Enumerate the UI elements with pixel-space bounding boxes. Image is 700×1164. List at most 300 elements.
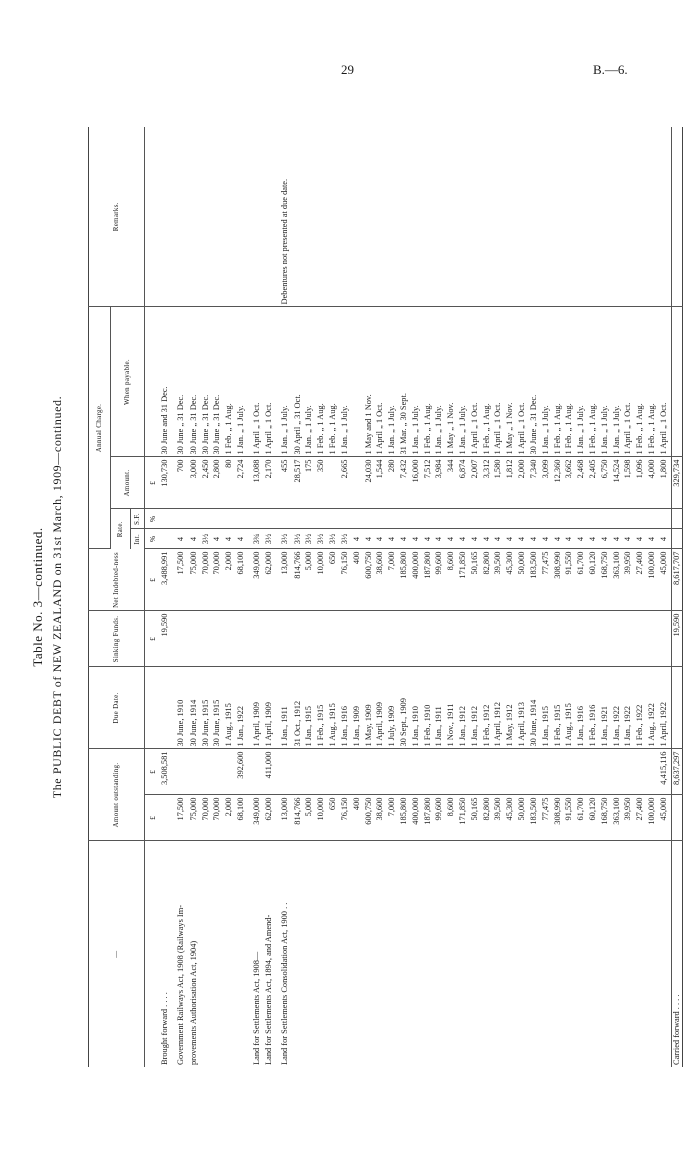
annual-amount-cell: 2,007 [470, 457, 482, 509]
when-payable-cell: 1 Jan. „ 1 July. [541, 307, 553, 457]
sinking-funds-cell [647, 611, 659, 667]
table-row [304, 127, 316, 1067]
sinking-funds-cell [236, 611, 248, 667]
net-indebtedness-cell: 814,766 [293, 549, 305, 611]
table-row [352, 127, 364, 1067]
net-indebtedness-cell: 91,550 [564, 549, 576, 611]
sinking-fund-rate-cell [576, 509, 588, 529]
loan-label [493, 841, 505, 1067]
group-subtotal-cell [482, 749, 494, 795]
sinking-fund-rate-cell [364, 509, 376, 529]
group-subtotal-cell [248, 749, 265, 795]
amount-outstanding-cell: 5,000 [304, 795, 316, 841]
sinking-funds-cell [564, 611, 576, 667]
loan-label [212, 841, 224, 1067]
sinking-funds-cell [340, 611, 352, 667]
loan-label [612, 841, 624, 1067]
interest-rate-cell: 4 [505, 529, 517, 549]
amount-outstanding-cell: 27,400 [635, 795, 647, 841]
sinking-fund-rate-cell [189, 509, 201, 529]
loan-label [399, 841, 411, 1067]
annual-amount-cell: 3,000 [189, 457, 201, 509]
interest-rate-cell: 4 [375, 529, 387, 549]
due-date-cell: 1 April, 1909 [375, 667, 387, 749]
group-subtotal-cell [576, 749, 588, 795]
sinking-fund-rate-cell [541, 509, 553, 529]
group-subtotal-cell: 411,000 [264, 749, 276, 795]
when-payable-cell: 1 May and 1 Nov. [364, 307, 376, 457]
annual-amount-cell: 80 [224, 457, 236, 509]
interest-rate-cell: 4 [212, 529, 224, 549]
sinking-fund-rate-cell [553, 509, 565, 529]
amount-outstanding-cell: 13,000 [276, 795, 293, 841]
interest-rate-cell: 4 [576, 529, 588, 549]
interest-rate-cell: 3½ [293, 529, 305, 549]
table-body [145, 127, 672, 1067]
sinking-fund-rate-cell [635, 509, 647, 529]
sinking-funds-cell [304, 611, 316, 667]
sinking-fund-rate-cell [304, 509, 316, 529]
due-date-cell: 1 April, 1922 [659, 667, 672, 749]
table-row [248, 127, 265, 1067]
interest-rate-cell: 3½ [276, 529, 293, 549]
sinking-fund-rate-cell [236, 509, 248, 529]
remarks-cell [364, 127, 376, 307]
due-date-cell: 1 Jan., 1922 [612, 667, 624, 749]
annual-amount-cell: 6,750 [600, 457, 612, 509]
table-row [576, 127, 588, 1067]
net-indebtedness-cell: 400 [352, 549, 364, 611]
table-row [316, 127, 328, 1067]
interest-rate-cell: 3½ [201, 529, 213, 549]
table-row [470, 127, 482, 1067]
loan-label: Land for Settlements Act, 1894, and Amend- [264, 914, 274, 1065]
when-payable-cell: 1 April „ 1 Oct. [623, 307, 635, 457]
annual-amount-cell: 12,360 [553, 457, 565, 509]
sinking-fund-rate-cell [328, 509, 340, 529]
due-date-cell: 1 Jan., 1912 [470, 667, 482, 749]
sinking-funds-cell [623, 611, 635, 667]
amount-outstanding-cell: 39,500 [493, 795, 505, 841]
sinking-funds-cell [364, 611, 376, 667]
table-row [553, 127, 565, 1067]
sinking-funds-cell [505, 611, 517, 667]
sinking-fund-rate-cell [201, 509, 213, 529]
when-payable-cell: 1 April „ 1 Oct. [264, 307, 276, 457]
amount-outstanding-cell: 45,000 [659, 795, 672, 841]
amount-outstanding-cell: 68,100 [236, 795, 248, 841]
sinking-funds-cell [423, 611, 435, 667]
sf-header: S.F. [131, 509, 145, 529]
group-subtotal-cell [505, 749, 517, 795]
table-row [529, 127, 541, 1067]
amount-outstanding-cell: 60,120 [588, 795, 600, 841]
sinking-fund-rate-cell [224, 509, 236, 529]
group-subtotal-cell [364, 749, 376, 795]
when-payable-cell: 1 Jan. „ 1 July. [600, 307, 612, 457]
remarks-cell [423, 127, 435, 307]
sinking-funds-cell [276, 611, 293, 667]
sinking-funds-cell [264, 611, 276, 667]
loan-label [576, 841, 588, 1067]
sinking-fund-rate-cell [375, 509, 387, 529]
unit-percent: % [145, 529, 161, 549]
annual-amount-cell: 455 [276, 457, 293, 509]
unit-pound: £ [145, 549, 161, 611]
sinking-funds-cell [470, 611, 482, 667]
remarks-cell [236, 127, 248, 307]
group-subtotal-cell [517, 749, 529, 795]
loan-label [623, 841, 635, 1067]
when-payable-cell: 1 April „ 1 Oct. [517, 307, 529, 457]
remarks-cell [553, 127, 565, 307]
amount-header: Amount. [111, 457, 145, 509]
group-subtotal-cell [446, 749, 458, 795]
amount-outstanding-cell: 70,000 [212, 795, 224, 841]
table-row [659, 127, 672, 1067]
table-row [264, 127, 276, 1067]
loan-label [236, 841, 248, 1067]
interest-rate-cell: 3½ [316, 529, 328, 549]
table-row [612, 127, 624, 1067]
table-row [564, 127, 576, 1067]
annual-amount-cell: 2,665 [340, 457, 352, 509]
sinking-fund-rate-cell [493, 509, 505, 529]
amount-outstanding-cell: 45,300 [505, 795, 517, 841]
amount-outstanding-cell: 39,950 [623, 795, 635, 841]
amount-outstanding-cell: 50,000 [517, 795, 529, 841]
due-date-cell: 1 Aug., 1915 [328, 667, 340, 749]
due-date-cell: 1 Jan., 1916 [576, 667, 588, 749]
sinking-funds-cell [529, 611, 541, 667]
sinking-funds-cell [224, 611, 236, 667]
sinking-fund-rate-cell [316, 509, 328, 529]
carried-forward-sinking: 19,590 [671, 611, 682, 667]
public-debt-table [88, 127, 683, 1067]
when-payable-cell: 30 June „ 31 Dec. [189, 307, 201, 457]
group-subtotal-cell [541, 749, 553, 795]
table-subtitle: The PUBLIC DEBT of NEW ZEALAND on 31st March, 1909—continued. [50, 395, 64, 799]
remarks-cell [612, 127, 624, 307]
when-payable-cell: 1 Feb. „ 1 Aug. [635, 307, 647, 457]
int-header: Int. [131, 529, 145, 549]
unit-row [145, 127, 161, 1067]
loan-label [304, 841, 316, 1067]
interest-rate-cell [160, 529, 172, 549]
sinking-fund-rate-cell [647, 509, 659, 529]
amount-outstanding-cell: 363,100 [612, 795, 624, 841]
interest-rate-cell: 4 [541, 529, 553, 549]
group-subtotal-cell [340, 749, 352, 795]
table-row [375, 127, 387, 1067]
amount-outstanding-cell: 185,800 [399, 795, 411, 841]
interest-rate-cell: 4 [172, 529, 189, 549]
sinking-fund-rate-cell [387, 509, 399, 529]
remarks-cell [517, 127, 529, 307]
interest-rate-cell: 4 [364, 529, 376, 549]
net-indebtedness-cell: 70,000 [201, 549, 213, 611]
interest-rate-cell: 4 [352, 529, 364, 549]
table-row [172, 127, 189, 1067]
amount-outstanding-cell: 8,600 [446, 795, 458, 841]
sinking-fund-rate-cell [470, 509, 482, 529]
interest-rate-cell: 4 [399, 529, 411, 549]
remarks-cell [340, 127, 352, 307]
sinking-fund-rate-cell [529, 509, 541, 529]
net-indebtedness-cell: 5,000 [304, 549, 316, 611]
page-number: 29 [341, 62, 354, 77]
group-subtotal-cell: 3,508,581 [160, 749, 172, 795]
group-subtotal-cell [304, 749, 316, 795]
annual-amount-cell: 2,800 [212, 457, 224, 509]
annual-amount-cell: 1,096 [635, 457, 647, 509]
due-date-cell: 1 Jan., 1922 [623, 667, 635, 749]
sinking-fund-rate-cell [564, 509, 576, 529]
annual-amount-cell: 344 [446, 457, 458, 509]
sinking-fund-rate-cell [212, 509, 224, 529]
due-date-cell: 1 May, 1912 [505, 667, 517, 749]
loan-label [482, 841, 494, 1067]
loan-label [423, 841, 435, 1067]
remarks-cell [600, 127, 612, 307]
loan-label [411, 841, 423, 1067]
amount-outstanding-cell: 62,000 [264, 795, 276, 841]
group-subtotal-cell [600, 749, 612, 795]
due-date-cell: 1 Jan., 1910 [411, 667, 423, 749]
loan-label: Land for Settlements Act, 1908— [251, 951, 261, 1065]
interest-rate-cell: 3½ [304, 529, 316, 549]
due-date-cell: 1 April, 1913 [517, 667, 529, 749]
group-subtotal-cell [316, 749, 328, 795]
remarks-cell: Debentures not presented at due date. [276, 127, 293, 307]
net-indebtedness-cell: 185,800 [399, 549, 411, 611]
net-indebtedness-cell: 62,000 [264, 549, 276, 611]
annual-amount-cell: 2,450 [201, 457, 213, 509]
sinking-funds-cell [352, 611, 364, 667]
sinking-fund-rate-cell [458, 509, 470, 529]
due-date-cell: 1 Jan., 1921 [600, 667, 612, 749]
sinking-funds-cell [316, 611, 328, 667]
sinking-fund-rate-cell [505, 509, 517, 529]
annual-amount-cell: 2,405 [588, 457, 600, 509]
table-row [458, 127, 470, 1067]
due-date-cell: 1 Jan., 1911 [434, 667, 446, 749]
sinking-funds-cell [576, 611, 588, 667]
sinking-funds-cell [541, 611, 553, 667]
sinking-fund-rate-cell [482, 509, 494, 529]
group-subtotal-cell [224, 749, 236, 795]
remarks-cell [387, 127, 399, 307]
loan-label [659, 841, 672, 1067]
remarks-cell [316, 127, 328, 307]
interest-rate-cell: 4 [588, 529, 600, 549]
carried-forward-annual: 329,734 [671, 457, 682, 509]
net-indebtedness-cell: 2,000 [224, 549, 236, 611]
unit-percent: % [145, 509, 161, 529]
sinking-fund-rate-cell [248, 509, 265, 529]
amount-outstanding-header: Amount outstanding. [89, 749, 145, 841]
interest-rate-cell: 4 [635, 529, 647, 549]
loan-label [517, 841, 529, 1067]
when-payable-cell: 31 Mar. „ 30 Sept. [399, 307, 411, 457]
interest-rate-cell: 4 [529, 529, 541, 549]
annual-amount-cell: 28,517 [293, 457, 305, 509]
table-row [212, 127, 224, 1067]
net-indebtedness-cell: 45,000 [659, 549, 672, 611]
loan-label: Land for Settlements Consolidation Act, 1900 . . [280, 902, 290, 1065]
remarks-cell [529, 127, 541, 307]
interest-rate-cell: 4 [470, 529, 482, 549]
when-payable-cell: 1 Feb. „ 1 Aug. [423, 307, 435, 457]
table-row [340, 127, 352, 1067]
annual-amount-cell: 1,598 [623, 457, 635, 509]
interest-rate-cell: 4 [493, 529, 505, 549]
group-subtotal-cell [635, 749, 647, 795]
when-payable-cell: 1 Jan. „ 1 July. [387, 307, 399, 457]
loan-label [224, 841, 236, 1067]
table-row [293, 127, 305, 1067]
sinking-funds-cell [248, 611, 265, 667]
loan-label [340, 841, 352, 1067]
loan-label [564, 841, 576, 1067]
annual-amount-cell: 13,088 [248, 457, 265, 509]
table-row [482, 127, 494, 1067]
due-date-cell: 1 Jan., 1916 [340, 667, 352, 749]
unit-pound: £ [145, 457, 161, 509]
sinking-fund-rate-cell [293, 509, 305, 529]
remarks-header: Remarks. [89, 127, 145, 307]
table-row [600, 127, 612, 1067]
when-payable-cell: 30 April „ 31 Oct. [293, 307, 305, 457]
sinking-funds-cell [328, 611, 340, 667]
when-payable-cell: 30 June „ 31 Dec. [529, 307, 541, 457]
due-date-cell: 30 Sept., 1909 [399, 667, 411, 749]
remarks-cell [375, 127, 387, 307]
net-indebtedness-cell: 308,990 [553, 549, 565, 611]
sinking-fund-rate-cell [423, 509, 435, 529]
interest-rate-cell: 4 [236, 529, 248, 549]
group-subtotal-cell [189, 749, 201, 795]
annual-amount-cell: 1,812 [505, 457, 517, 509]
group-subtotal-cell [493, 749, 505, 795]
when-payable-cell: 30 June „ 31 Dec. [172, 307, 189, 457]
sinking-fund-rate-cell [517, 509, 529, 529]
sinking-funds-cell [659, 611, 672, 667]
loan-label [529, 841, 541, 1067]
when-payable-header: When payable. [111, 307, 145, 457]
net-indebtedness-cell: 650 [328, 549, 340, 611]
amount-outstanding-cell: 400,000 [411, 795, 423, 841]
table-row [635, 127, 647, 1067]
when-payable-cell: 1 Jan. „ 1 July. [612, 307, 624, 457]
net-indebtedness-cell: 45,300 [505, 549, 517, 611]
remarks-cell [482, 127, 494, 307]
sinking-fund-rate-cell [411, 509, 423, 529]
loan-label [375, 841, 387, 1067]
amount-outstanding-cell: 17,500 [172, 795, 189, 841]
due-date-cell: 1 Feb., 1910 [423, 667, 435, 749]
group-subtotal-cell [375, 749, 387, 795]
due-date-cell: 1 Feb., 1912 [482, 667, 494, 749]
net-indebtedness-cell: 600,750 [364, 549, 376, 611]
interest-rate-cell: 4 [387, 529, 399, 549]
net-indebtedness-cell: 60,120 [588, 549, 600, 611]
due-date-cell: 30 June, 1915 [201, 667, 213, 749]
annual-amount-cell: 3,984 [434, 457, 446, 509]
due-date-cell: 1 April, 1912 [493, 667, 505, 749]
when-payable-cell: 1 Feb. „ 1 Aug. [588, 307, 600, 457]
group-subtotal-cell [588, 749, 600, 795]
loan-label [352, 841, 364, 1067]
rotated-table-region [30, 127, 683, 1067]
sinking-funds-cell [553, 611, 565, 667]
remarks-cell [659, 127, 672, 307]
annual-amount-cell: 4,000 [647, 457, 659, 509]
sinking-funds-cell [189, 611, 201, 667]
sinking-funds-cell [387, 611, 399, 667]
sinking-funds-cell [293, 611, 305, 667]
net-indebtedness-cell: 50,000 [517, 549, 529, 611]
table-row [434, 127, 446, 1067]
due-date-cell: 1 April, 1909 [248, 667, 265, 749]
interest-rate-cell: 4 [623, 529, 635, 549]
amount-outstanding-cell: 91,550 [564, 795, 576, 841]
net-indebtedness-cell: 7,000 [387, 549, 399, 611]
table-row [505, 127, 517, 1067]
remarks-cell [576, 127, 588, 307]
table-row [423, 127, 435, 1067]
remarks-cell [493, 127, 505, 307]
amount-outstanding-cell: 171,850 [458, 795, 470, 841]
group-subtotal-cell [411, 749, 423, 795]
due-date-cell: 30 June, 1914 [189, 667, 201, 749]
interest-rate-cell: 4 [434, 529, 446, 549]
annual-amount-cell: 2,468 [576, 457, 588, 509]
remarks-cell [224, 127, 236, 307]
annual-amount-cell: 7,432 [399, 457, 411, 509]
amount-outstanding-cell: 38,600 [375, 795, 387, 841]
sinking-funds-cell [588, 611, 600, 667]
remarks-cell [623, 127, 635, 307]
annual-amount-cell: 2,000 [517, 457, 529, 509]
sinking-fund-rate-cell [340, 509, 352, 529]
net-indebtedness-cell: 363,100 [612, 549, 624, 611]
net-indebtedness-cell: 76,150 [340, 549, 352, 611]
due-date-cell: 1 Feb., 1915 [316, 667, 328, 749]
table-row [493, 127, 505, 1067]
sinking-funds-cell [375, 611, 387, 667]
net-indebtedness-cell: 10,000 [316, 549, 328, 611]
net-indebtedness-cell: 75,000 [189, 549, 201, 611]
amount-outstanding-cell: 82,800 [482, 795, 494, 841]
due-date-cell: 1 Jan., 1911 [276, 667, 293, 749]
when-payable-cell: 1 Feb. „ 1 Aug. [647, 307, 659, 457]
table-row [446, 127, 458, 1067]
sinking-funds-cell [172, 611, 189, 667]
group-subtotal-cell [647, 749, 659, 795]
due-date-cell: 30 June, 1914 [529, 667, 541, 749]
net-indebtedness-cell: 349,000 [248, 549, 265, 611]
annual-amount-cell: 1,580 [493, 457, 505, 509]
sinking-funds-cell [600, 611, 612, 667]
due-date-cell: 30 June, 1915 [212, 667, 224, 749]
annual-amount-cell: 1,544 [375, 457, 387, 509]
interest-rate-cell: 4 [612, 529, 624, 549]
when-payable-cell: 1 Jan. „ 1 July. [276, 307, 293, 457]
annual-amount-cell: 350 [316, 457, 328, 509]
when-payable-cell: 1 Jan. „ 1 July. [304, 307, 316, 457]
when-payable-cell: 1 April „ 1 Oct. [659, 307, 672, 457]
